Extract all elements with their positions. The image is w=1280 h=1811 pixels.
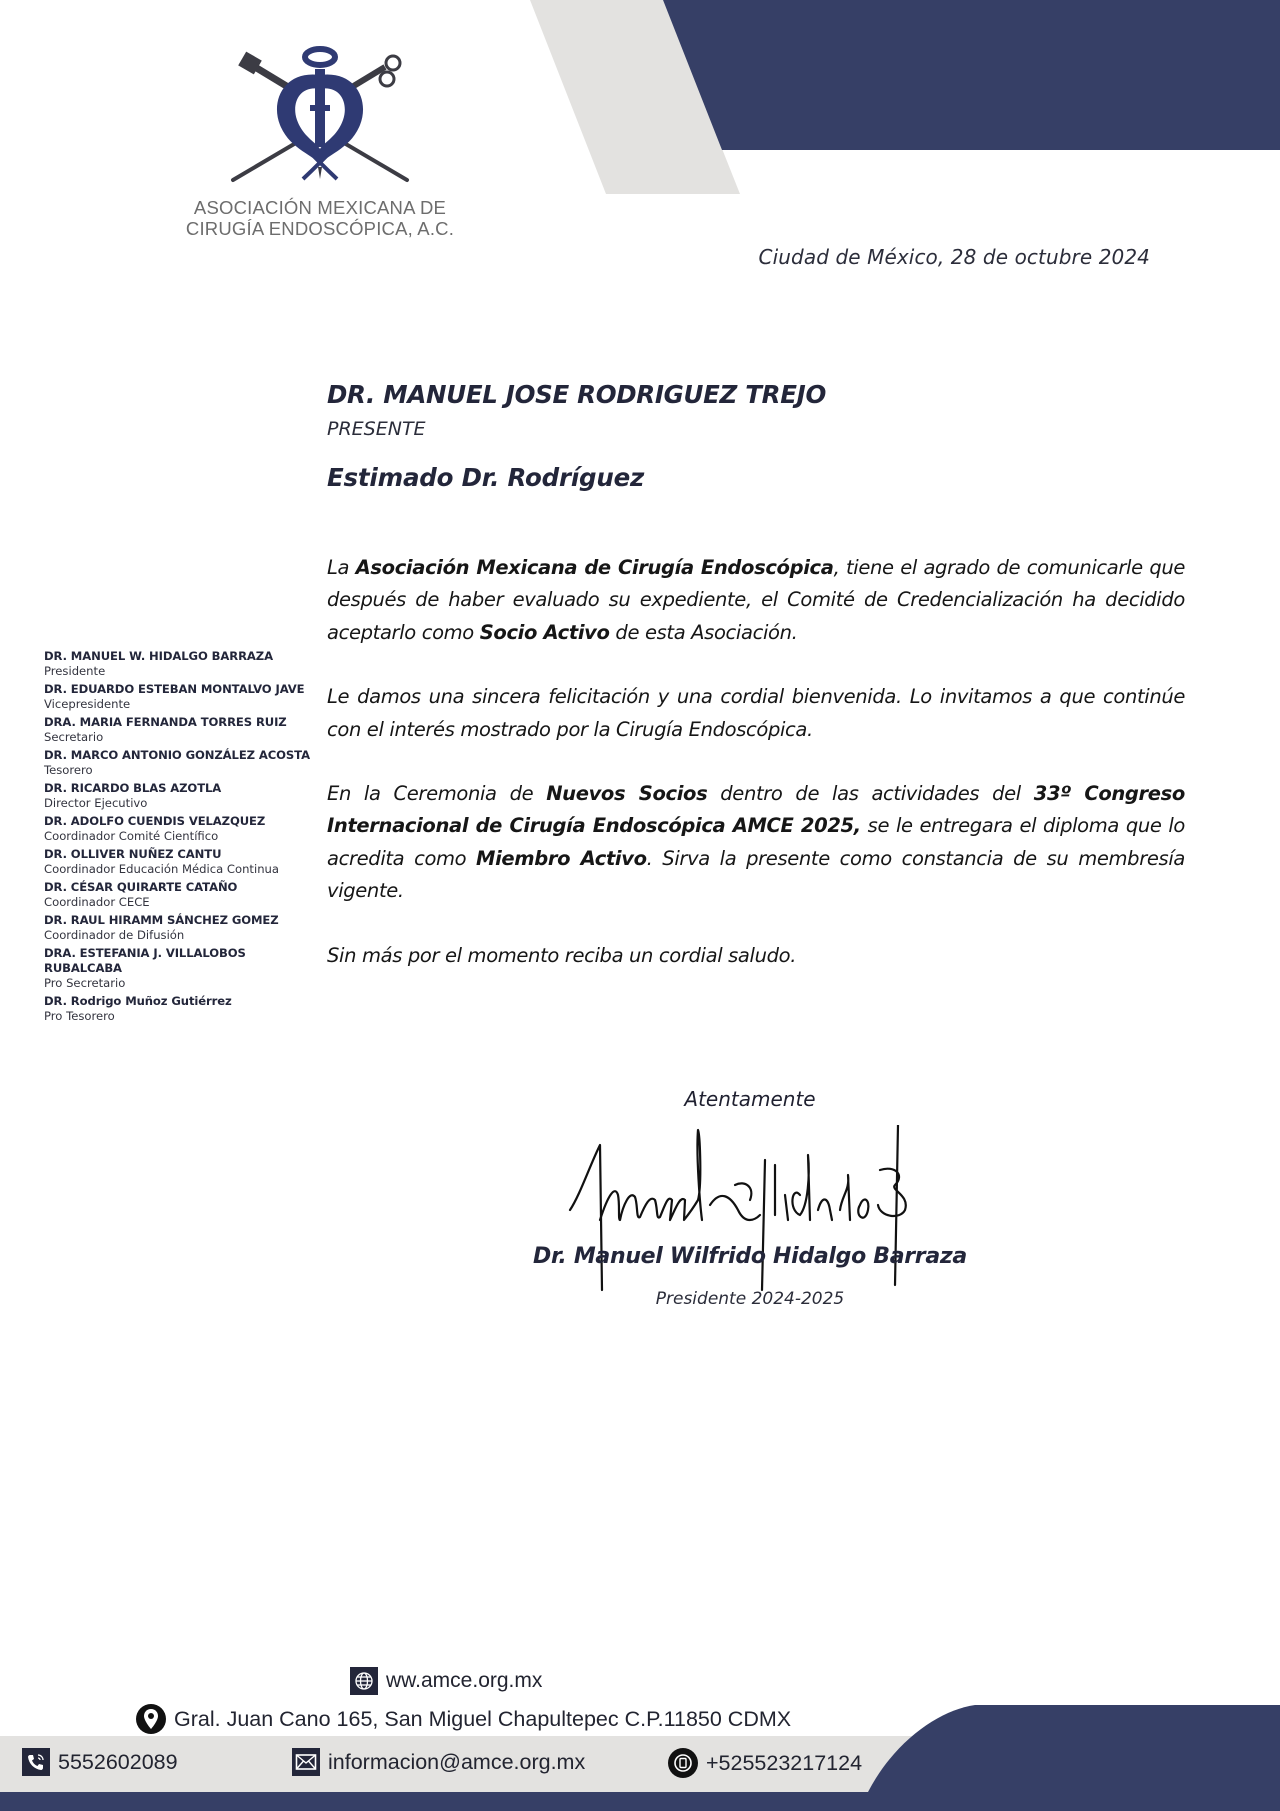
whatsapp-icon — [668, 1748, 698, 1778]
closing: Atentamente — [684, 1087, 816, 1111]
board-member-role: Vicepresidente — [44, 697, 131, 711]
whatsapp-text[interactable]: +525523217124 — [706, 1750, 863, 1775]
board-member-name: DR. RAUL HIRAMM SÁNCHEZ GOMEZ — [44, 913, 279, 927]
board-member-name: DR. CÉSAR QUIRARTE CATAÑO — [44, 880, 238, 894]
board-member-name: DR. ADOLFO CUENDIS VELAZQUEZ — [44, 814, 266, 828]
board-member — [44, 682, 319, 712]
map-pin-icon — [136, 1704, 166, 1734]
signer-title: Presidente 2024-2025 — [655, 1289, 845, 1309]
recipient-presente: PRESENTE — [327, 418, 426, 440]
letter-paragraph — [327, 681, 1185, 746]
board-member-role: Pro Secretario — [44, 976, 126, 990]
letter-paragraph — [327, 778, 1185, 908]
board-member-name: DR. RICARDO BLAS AZOTLA — [44, 781, 222, 795]
footer-website[interactable] — [350, 1667, 542, 1695]
board-member — [44, 913, 319, 943]
board-member-name: DRA. MARIA FERNANDA TORRES RUIZ — [44, 715, 287, 729]
board-member — [44, 847, 319, 877]
board-member-role: Coordinador Educación Médica Continua — [44, 862, 279, 876]
handwritten-signature — [560, 1125, 970, 1295]
board-member-role: Presidente — [44, 664, 106, 678]
board-member-name: DR. OLLIVER NUÑEZ CANTU — [44, 847, 222, 861]
board-member — [44, 715, 319, 745]
board-member — [44, 781, 319, 811]
footer-email[interactable] — [292, 1748, 585, 1776]
paragraph-text: se le entregara el diploma que lo acredita como — [327, 814, 1185, 870]
board-member-name: DR. MANUEL W. HIDALGO BARRAZA — [44, 649, 273, 663]
emphasis-text: Asociación Mexicana de Cirugía Endoscópica — [355, 556, 834, 579]
signer-name: Dr. Manuel Wilfrido Hidalgo Barraza — [533, 1244, 967, 1269]
envelope-icon — [292, 1748, 320, 1776]
paragraph-text: La — [327, 556, 356, 579]
footer-address — [136, 1704, 791, 1734]
paragraph-text: de esta Asociación. — [609, 620, 798, 644]
organization-name-line2: CIRUGÍA ENDOSCÓPICA, A.C. — [185, 218, 455, 239]
recipient-name: DR. MANUEL JOSE RODRIGUEZ TREJO — [327, 380, 826, 409]
footer-phone[interactable] — [22, 1748, 178, 1776]
letter-paragraph — [327, 552, 1185, 649]
organization-name — [185, 197, 455, 239]
board-member — [44, 814, 319, 844]
board-member-name: DR. Rodrigo Muñoz Gutiérrez — [44, 994, 232, 1008]
board-member — [44, 880, 319, 910]
organization-name-line1: ASOCIACIÓN MEXICANA DE — [193, 197, 447, 218]
board-of-directors — [44, 649, 319, 1027]
board-member-role: Coordinador Comité Científico — [44, 829, 219, 843]
letter-body — [327, 552, 1185, 1004]
emphasis-text: Miembro Activo — [476, 846, 647, 870]
board-member-role: Coordinador CECE — [44, 895, 150, 909]
board-member-role: Director Ejecutivo — [44, 796, 148, 810]
globe-icon — [350, 1667, 378, 1695]
board-member — [44, 649, 319, 679]
letter-paragraph — [327, 940, 1185, 972]
website-text[interactable]: ww.amce.org.mx — [386, 1669, 543, 1692]
board-member — [44, 748, 319, 778]
board-member — [44, 946, 319, 991]
board-member-name: DR. MARCO ANTONIO GONZÁLEZ ACOSTA — [44, 748, 310, 762]
board-member-name: DRA. ESTEFANIA J. VILLALOBOS RUBALCABA — [44, 946, 246, 975]
emphasis-text: Nuevos Socios — [546, 782, 708, 806]
board-member-role: Pro Tesorero — [44, 1009, 115, 1023]
board-member — [44, 994, 319, 1024]
footer-whatsapp[interactable] — [668, 1748, 862, 1778]
address-text: Gral. Juan Cano 165, San Miguel Chapultepec C.P.11850 CDMX — [174, 1706, 792, 1731]
paragraph-text: , tiene el agrado de comunicarle que después de haber evaluado su expediente, el Comité de Credencialización ha decidido aceptarlo como — [327, 556, 1186, 644]
endoscope-shield-logo-icon — [215, 45, 425, 195]
emphasis-text: 33º Congreso Internacional de Cirugía Endoscópica AMCE 2025, — [327, 782, 1185, 838]
paragraph-text: dentro de las actividades del — [707, 782, 1034, 806]
phone-icon — [22, 1748, 50, 1776]
board-member-role: Tesorero — [44, 763, 93, 777]
paragraph-text: . Sirva la presente como constancia de su membresía vigente. — [327, 846, 1185, 903]
organization-logo — [185, 45, 455, 245]
header-navy-block — [663, 0, 1280, 150]
footer-navy-bar — [0, 1792, 1280, 1811]
board-member-role: Secretario — [44, 730, 104, 744]
letter-date: Ciudad de México, 28 de octubre 2024 — [758, 245, 1150, 269]
board-member-role: Coordinador de Difusión — [44, 928, 185, 942]
board-member-name: DR. EDUARDO ESTEBAN MONTALVO JAVE — [44, 682, 305, 696]
paragraph-text: Sin más por el momento reciba un cordial saludo. — [327, 943, 797, 967]
emphasis-text: Socio Activo — [479, 620, 610, 644]
greeting: Estimado Dr. Rodríguez — [327, 463, 645, 492]
phone-text[interactable]: 5552602089 — [58, 1749, 178, 1774]
paragraph-text: En la Ceremonia de — [327, 782, 547, 806]
paragraph-text: Le damos una sincera felicitación y una cordial bienvenida. Lo invitamos a que continúe con el interés mostrado por la Cirugía Endoscópica. — [327, 685, 1185, 741]
email-text[interactable]: informacion@amce.org.mx — [328, 1749, 586, 1774]
